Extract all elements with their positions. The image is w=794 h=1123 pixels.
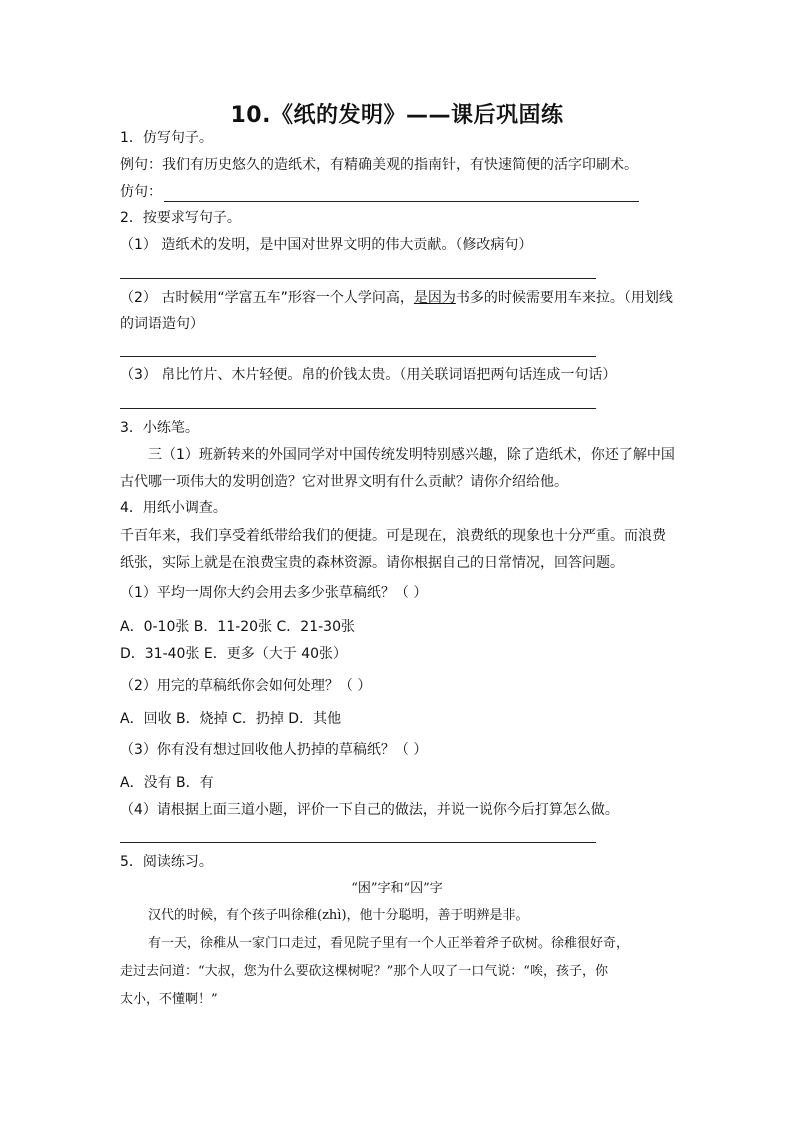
q3-heading: 3．小练笔。 [120, 420, 199, 436]
q4-sub2: （2）用完的草稿纸你会如何处理？（ ） [120, 678, 372, 694]
q2-item2-underlined: 是因为 [413, 290, 456, 306]
q1-imitate-row [120, 182, 639, 202]
story-paragraph-2-line3: 太小，不懂啊！” [120, 992, 218, 1007]
story-paragraph-2-line1: 有一天，徐稚从一家门口走过，看见院子里有一个人正举着斧子砍树。徐稚很好奇， [148, 936, 630, 951]
q2-item2-pre: （2） 古时候用“学富五车”形容一个人学问高， [120, 290, 414, 306]
q4-intro1: 千百年来，我们享受着纸带给我们的便捷。可是现在，浪费纸的现象也十分严重。而浪费 [120, 528, 666, 544]
q1-heading: 1．仿写句子。 [120, 130, 213, 146]
q4-sub3-options: A．没有 B．有 [120, 775, 214, 791]
q4-sub1-options-row2: D．31-40张 E．更多（大于 40张） [120, 646, 348, 662]
q1-example: 例句：我们有历史悠久的造纸术，有精确美观的指南针，有快速简便的活字印刷术。 [120, 157, 638, 173]
q3-line1: 三（1）班新转来的外国同学对中国传统发明特别感兴趣，除了造纸术，你还了解中国 [148, 447, 675, 463]
q1-imitate-label: 仿句： [120, 184, 162, 200]
story-paragraph-2-line2: 走过去问道：“大叔，您为什么要砍这棵树呢？”那个人叹了一口气说：“唉，孩子，你 [120, 964, 608, 979]
page-title: 10.《纸的发明》——课后巩固练 [230, 103, 564, 128]
q2-item2-answer-line[interactable] [120, 356, 596, 357]
story-title: “困”字和“囚”字 [351, 881, 443, 896]
q2-item2 [120, 288, 673, 308]
q2-item3-answer-line[interactable] [120, 408, 596, 409]
q2-heading: 2．按要求写句子。 [120, 210, 241, 226]
q2-item2-cont: 的词语造句） [120, 316, 204, 332]
q4-heading: 4．用纸小调查。 [120, 500, 227, 516]
q4-sub3: （3）你有没有想过回收他人扔掉的草稿纸？（ ） [120, 742, 428, 758]
q4-sub4-answer-line[interactable] [120, 842, 596, 843]
q4-intro2: 纸张，实际上就是在浪费宝贵的森林资源。请你根据自己的日常情况，回答问题。 [120, 555, 624, 571]
q3-line2: 古代哪一项伟大的发明创造？它对世界文明有什么贡献？请你介绍给他。 [120, 474, 568, 490]
q5-heading: 5．阅读练习。 [120, 854, 213, 870]
q2-item3: （3） 帛比竹片、木片轻便。帛的价钱太贵。（用关联词语把两句话连成一句话） [120, 367, 617, 383]
q2-item1: （1） 造纸术的发明，是中国对世界文明的伟大贡献。（修改病句） [120, 237, 533, 253]
q1-answer-line[interactable] [164, 185, 639, 202]
q4-sub4: （4）请根据上面三道小题，评价一下自己的做法，并说一说你今后打算怎么做。 [120, 802, 619, 818]
q4-sub1-options-row1: A．0-10张 B．11-20张 C．21-30张 [120, 619, 355, 635]
q4-sub1: （1）平均一周你大约会用去多少张草稿纸？（ ） [120, 585, 428, 601]
q2-item1-answer-line[interactable] [120, 278, 596, 279]
q4-sub2-options: A．回收 B．烧掉 C．扔掉 D．其他 [120, 711, 342, 727]
story-paragraph-1: 汉代的时候，有个孩子叫徐稚(zhì)，他十分聪明，善于明辨是非。 [148, 908, 529, 923]
q2-item2-post: 书多的时候需要用车来拉。（用划线 [455, 290, 673, 306]
